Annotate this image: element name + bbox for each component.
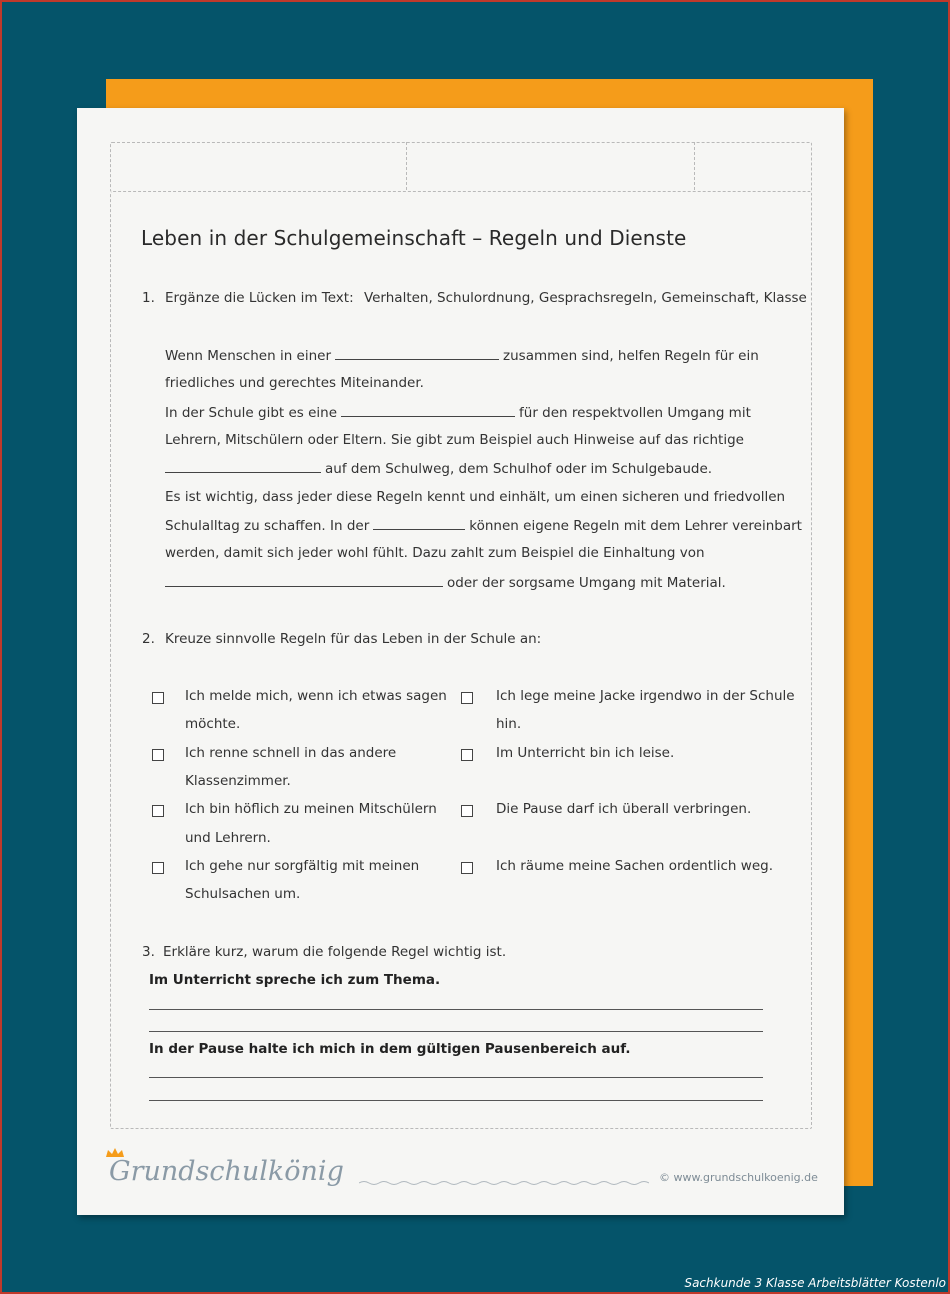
checkbox[interactable] xyxy=(461,862,473,874)
task1-instruction-text: Ergänze die Lücken im Text: xyxy=(165,290,354,306)
task1-line xyxy=(165,574,726,591)
rule-text: Schulsachen um. xyxy=(185,886,301,902)
answer-line[interactable] xyxy=(149,1009,763,1010)
rule-text: Ich gehe nur sorgfältig mit meinen xyxy=(185,858,420,874)
rule-text: Ich lege meine Jacke irgendwo in der Schule xyxy=(496,688,795,704)
answer-line[interactable] xyxy=(149,1077,763,1078)
rule-statement: In der Pause halte ich mich in dem gültigen Pausenbereich auf. xyxy=(149,1041,631,1057)
rule-text: hin. xyxy=(496,716,522,732)
task3-instruction: Erkläre kurz, warum die folgende Regel wichtig ist. xyxy=(163,944,507,960)
task1-line xyxy=(165,404,751,421)
checkbox[interactable] xyxy=(152,805,164,817)
checkbox[interactable] xyxy=(461,749,473,761)
text-segment: zusammen sind, helfen Regeln für ein xyxy=(503,348,759,364)
task1-line xyxy=(165,347,759,364)
text-segment: für den respektvollen Umgang mit xyxy=(519,405,751,421)
image-caption: Sachkunde 3 Klasse Arbeitsblätter Kostenlo xyxy=(684,1276,946,1290)
text-segment: können eigene Regeln mit dem Lehrer vereinbart xyxy=(469,518,802,534)
worksheet-title: Leben in der Schulgemeinschaft – Regeln und Dienste xyxy=(141,226,687,250)
answer-line[interactable] xyxy=(149,1100,763,1101)
blank-gap[interactable] xyxy=(373,517,465,530)
rule-text: Ich melde mich, wenn ich etwas sagen xyxy=(185,688,447,704)
checkbox[interactable] xyxy=(461,805,473,817)
worksheet-paper xyxy=(77,108,844,1215)
header-box xyxy=(110,142,812,192)
rule-text: Ich bin höflich zu meinen Mitschülern xyxy=(185,801,437,817)
task1-line: werden, damit sich jeder wohl fühlt. Dazu zahlt zum Beispiel die Einhaltung von xyxy=(165,545,705,561)
blank-gap[interactable] xyxy=(335,347,499,360)
rule-text: Im Unterricht bin ich leise. xyxy=(496,745,675,761)
text-segment: In der Schule gibt es eine xyxy=(165,405,338,421)
checkbox[interactable] xyxy=(152,862,164,874)
task2-instruction: Kreuze sinnvolle Regeln für das Leben in der Schule an: xyxy=(165,631,542,647)
task1-line: Lehrern, Mitschülern oder Eltern. Sie gibt zum Beispiel auch Hinweise auf das richtige xyxy=(165,432,744,448)
rule-text: und Lehrern. xyxy=(185,830,271,846)
text-segment: Wenn Menschen in einer xyxy=(165,348,332,364)
rule-statement: Im Unterricht spreche ich zum Thema. xyxy=(149,972,441,988)
task1-line: Es ist wichtig, dass jeder diese Regeln kennt und einhält, um einen sicheren und friedvollen xyxy=(165,489,786,505)
text-segment: auf dem Schulweg, dem Schulhof oder im Schulgebaude. xyxy=(325,461,713,477)
rule-text: Ich renne schnell in das andere xyxy=(185,745,397,761)
task1-line xyxy=(165,460,712,477)
blank-gap[interactable] xyxy=(165,574,443,587)
blank-gap[interactable] xyxy=(165,460,321,473)
checkbox[interactable] xyxy=(152,749,164,761)
brand-logo: Grundschulkönig xyxy=(109,1156,344,1187)
blank-gap[interactable] xyxy=(341,404,515,417)
rule-text: Ich räume meine Sachen ordentlich weg. xyxy=(496,858,773,874)
rule-text: möchte. xyxy=(185,716,241,732)
footer-wave-line xyxy=(359,1180,649,1186)
header-divider xyxy=(694,142,695,190)
task1-number: 1. xyxy=(142,290,155,306)
checkbox[interactable] xyxy=(461,692,473,704)
copyright-text[interactable]: © www.grundschulkoenig.de xyxy=(659,1171,818,1184)
content-box xyxy=(110,192,812,1129)
text-segment: oder der sorgsame Umgang mit Material. xyxy=(447,575,726,591)
task3-number: 3. xyxy=(142,944,155,960)
rule-text: Die Pause darf ich überall verbringen. xyxy=(496,801,752,817)
header-divider xyxy=(406,142,407,190)
task2-number: 2. xyxy=(142,631,155,647)
task1-line xyxy=(165,517,802,534)
task1-word-list: Verhalten, Schulordnung, Gesprachsregeln, Gemeinschaft, Klasse xyxy=(363,290,807,306)
answer-line[interactable] xyxy=(149,1031,763,1032)
text-segment: Schulalltag zu schaffen. In der xyxy=(165,518,370,534)
task1-instruction xyxy=(165,290,807,306)
checkbox[interactable] xyxy=(152,692,164,704)
task1-line: friedliches und gerechtes Miteinander. xyxy=(165,375,424,391)
rule-text: Klassenzimmer. xyxy=(185,773,291,789)
